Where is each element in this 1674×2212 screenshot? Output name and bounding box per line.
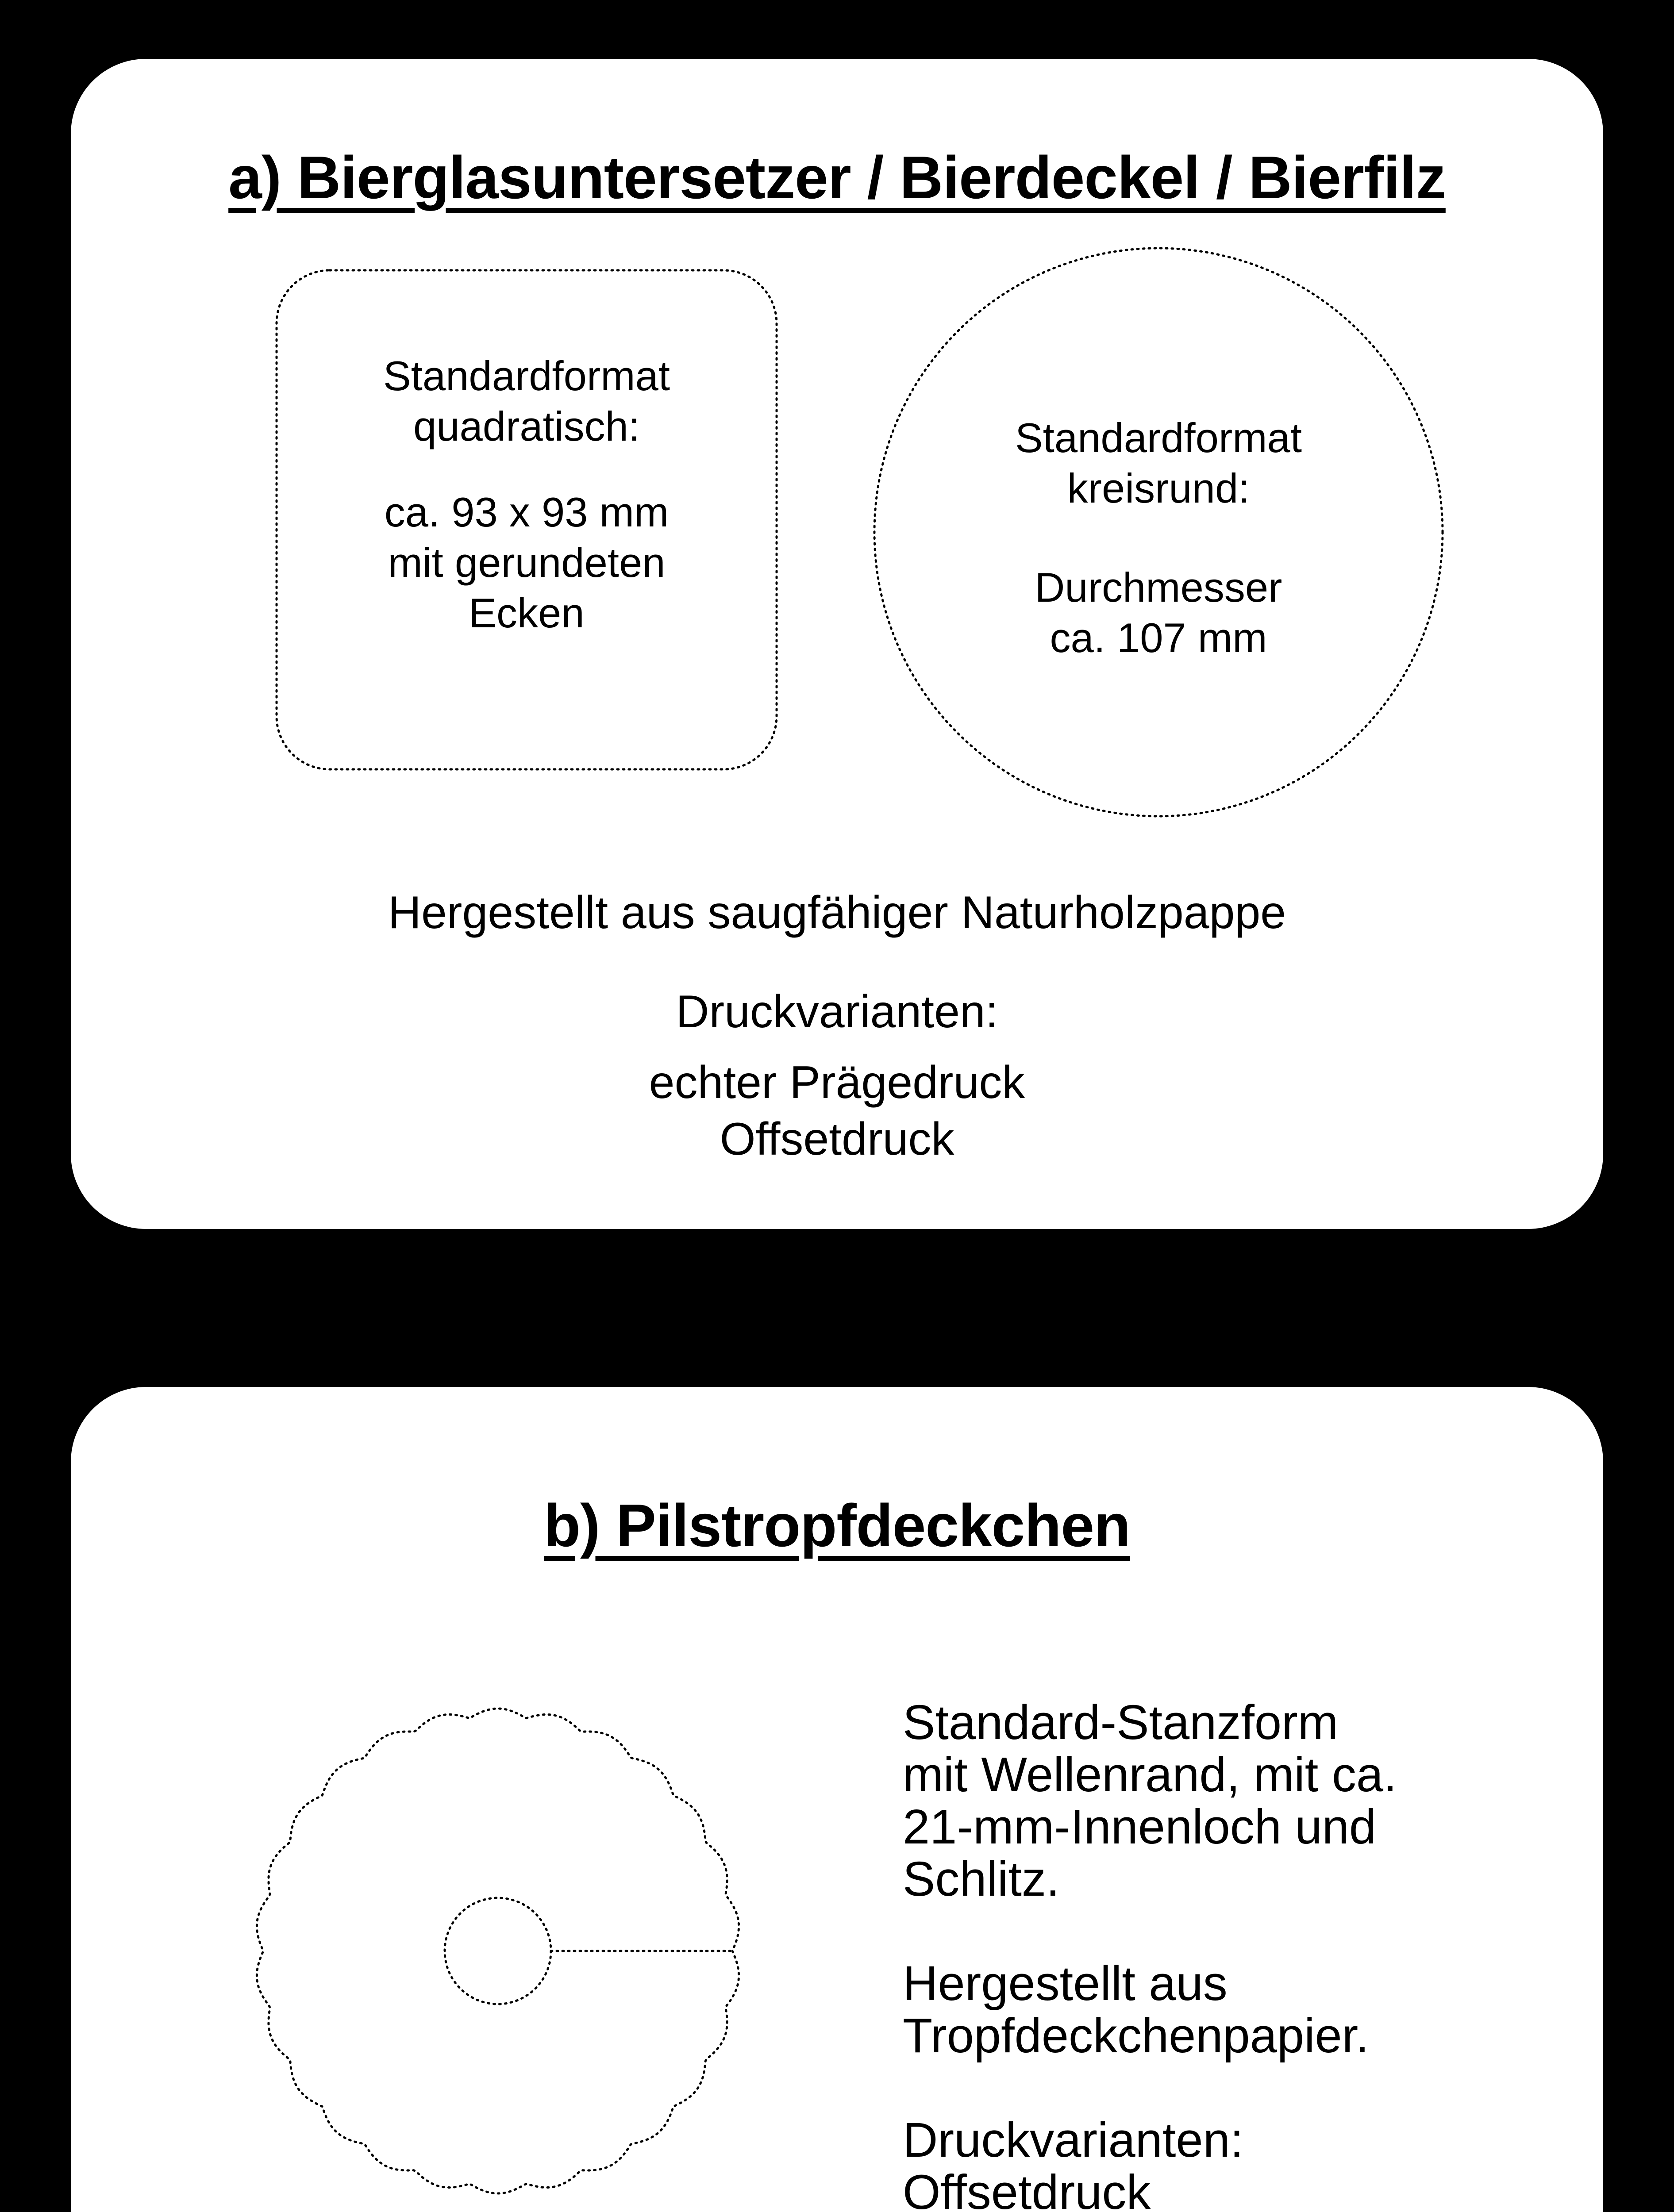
- square-line-1: Standardformat: [383, 353, 670, 399]
- square-line-2: quadratisch:: [413, 403, 640, 449]
- desc-line-4: Schlitz.: [903, 1852, 1060, 1906]
- panel-coasters: [71, 59, 1603, 1229]
- section-a-title: a) Bierglasuntersetzer / Bierdeckel / Bierfilz: [228, 144, 1446, 211]
- desc-line-2: mit Wellenrand, mit ca.: [903, 1747, 1397, 1802]
- square-line-4: mit gerundeten: [388, 539, 666, 586]
- round-line-1: Standardformat: [1015, 415, 1302, 461]
- print-variants-label-b: Druckvarianten:: [903, 2113, 1244, 2167]
- desc-line-3: 21-mm-Innenloch und: [903, 1800, 1377, 1854]
- section-b-title: b) Pilstropfdeckchen: [543, 1492, 1131, 1559]
- square-coaster-label: [277, 351, 777, 638]
- desc-line-1: Standard-Stanzform: [903, 1695, 1339, 1750]
- print-option-offset-b: Offsetdruck: [903, 2165, 1151, 2212]
- round-line-2: kreisrund:: [1067, 465, 1250, 511]
- round-line-4: ca. 107 mm: [1050, 614, 1267, 661]
- print-option-embossing: echter Prägedruck: [649, 1057, 1025, 1108]
- material-text: Hergestellt aus saugfähiger Naturholzpappe: [388, 887, 1286, 938]
- panel-drip-mats: [71, 1387, 1603, 2212]
- material-line-1: Hergestellt aus: [903, 1956, 1228, 2011]
- square-line-3: ca. 93 x 93 mm: [384, 489, 669, 535]
- inner-hole-outline: [445, 1898, 551, 2004]
- material-line-2: Tropfdeckchenpapier.: [903, 2008, 1369, 2063]
- round-coaster-label: [893, 413, 1424, 663]
- drip-mat-description: [903, 1697, 1566, 2212]
- print-option-offset: Offsetdruck: [720, 1114, 954, 1165]
- round-line-3: Durchmesser: [1035, 564, 1282, 611]
- square-line-5: Ecken: [469, 590, 585, 636]
- print-variants-label: Druckvarianten:: [676, 986, 998, 1037]
